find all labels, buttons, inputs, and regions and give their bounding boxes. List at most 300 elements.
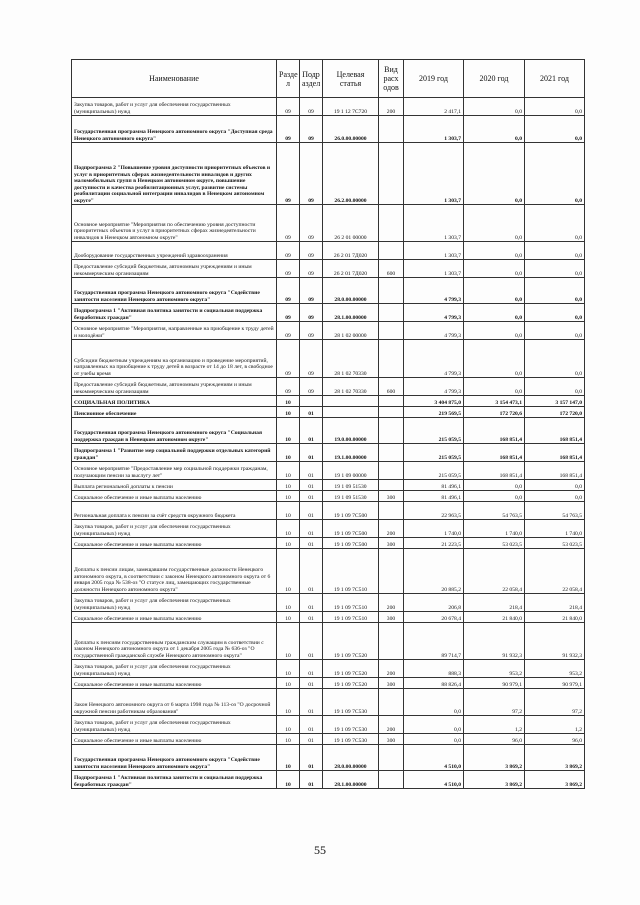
table-cell-podrazdel: 09 [300,340,323,378]
table-row [72,745,585,771]
table-cell-name: Основное мероприятие "Мероприятия по обеспечению уровня доступности приоритетных объектов и услуг в приоритетных сферах жизнедеятельности инвалидов в Ненецком автономном округе" [72,205,277,242]
table-cell-2021: 0,0 [525,278,585,304]
table-cell-vid: 300 [379,678,404,689]
table-cell-podrazdel: 01 [300,418,323,444]
table-cell-2021: 168 851,4 [525,462,585,480]
table-cell-vid [379,242,404,260]
table-cell-podrazdel: 09 [300,98,323,116]
table-cell-2020: 0,0 [464,242,525,260]
table-cell-2020: 0,0 [464,143,525,205]
table-cell-razdel: 10 [277,594,300,612]
table-cell-name: Закупка товаров, работ и услуг для обеспечения государственных (муниципальных) нужд [72,520,277,538]
table-cell-2019: 215 059,5 [404,462,464,480]
table-cell-2020: 54 763,5 [464,502,525,520]
table-cell-2020: 96,0 [464,734,525,745]
table-cell-vid [379,407,404,418]
table-cell-target: 19 1 09 7С520 [323,623,379,660]
table-cell-2019: 4 799,3 [404,322,464,340]
table-cell-2020: 0,0 [464,116,525,143]
table-cell-vid: 200 [379,98,404,116]
table-cell-podrazdel: 01 [300,612,323,623]
table-body [72,98,585,789]
table-cell-podrazdel: 01 [300,660,323,678]
table-cell-podrazdel: 09 [300,304,323,322]
table-cell-podrazdel: 01 [300,689,323,716]
table-cell-name: Подпрограмма 2 "Повышение уровня доступности приоритетных объектов и услуг в приоритетных сферах жизнедеятельности инвалидов и других маломобильных групп в Ненецком автономном округе, повышение доступности и качества реабилитационных услуг, развитие системы реабилитации социальной интеграции инвалидов в Ненецком автономном округе" [72,143,277,205]
table-cell-target: 19 1 09 7С520 [323,660,379,678]
table-cell-podrazdel: 01 [300,549,323,594]
table-row [72,771,585,789]
table-cell-razdel: 10 [277,771,300,789]
table-cell-2019: 81 496,1 [404,491,464,502]
table-row [72,304,585,322]
table-cell-2020: 0,0 [464,98,525,116]
table-cell-vid [379,462,404,480]
table-cell-2019: 22 963,5 [404,502,464,520]
table-cell-razdel: 09 [277,304,300,322]
table-cell-2020: 3 869,2 [464,771,525,789]
table-row [72,594,585,612]
table-cell-podrazdel: 01 [300,538,323,549]
table-cell-vid [379,480,404,491]
table-cell-podrazdel: 01 [300,716,323,734]
table-row [72,143,585,205]
table-cell-name: Доплаты к пенсиям государственным гражданским служащим в соответствии с законом Ненецкого автономного округа от 1 декабря 2005 года № 636-оз "О государственной гражданской службе Ненецкого автономного округа" [72,623,277,660]
table-cell-name: СОЦИАЛЬНАЯ ПОЛИТИКА [72,396,277,407]
table-cell-vid [379,502,404,520]
table-cell-vid [379,771,404,789]
table-cell-target: 19 1 09 7С510 [323,594,379,612]
table-cell-2021: 0,0 [525,491,585,502]
table-row [72,502,585,520]
table-cell-name: Социальное обеспечение и иные выплаты населению [72,612,277,623]
table-cell-2020: 168 851,4 [464,462,525,480]
table-cell-2019: 888,3 [404,660,464,678]
table-cell-name: Государственная программа Ненецкого автономного округа "Содействие занятости населения Ненецкого автономного округа" [72,278,277,304]
table-cell-razdel: 10 [277,716,300,734]
table-cell-razdel: 10 [277,734,300,745]
header-2020: 2020 год [464,60,525,98]
table-cell-podrazdel: 01 [300,407,323,418]
table-cell-podrazdel: 01 [300,594,323,612]
table-cell-target: 19.1.00.00000 [323,444,379,462]
table-cell-name: Закупка товаров, работ и услуг для обеспечения государственных (муниципальных) нужд [72,594,277,612]
table-cell-2019: 215 059,5 [404,418,464,444]
table-cell-2020: 91 932,3 [464,623,525,660]
table-cell-podrazdel: 09 [300,143,323,205]
table-cell-name: Социальное обеспечение и иные выплаты населению [72,734,277,745]
table-cell-razdel: 10 [277,689,300,716]
table-cell-podrazdel: 01 [300,745,323,771]
table-cell-razdel: 10 [277,444,300,462]
table-cell-2019: 81 496,1 [404,480,464,491]
table-cell-name: Субсидии бюджетным учреждениям на организацию и проведение мероприятий, направленных на приобщение к труду детей в возрасте от 14 до 18 лет, в свободное от учебы время [72,340,277,378]
table-cell-2021: 21 840,0 [525,612,585,623]
table-cell-2020: 168 851,4 [464,444,525,462]
table-cell-razdel: 10 [277,520,300,538]
table-row [72,116,585,143]
table-cell-2019: 1 303,7 [404,116,464,143]
table-cell-2021: 0,0 [525,260,585,278]
table-cell-target: 19 1 09 7С530 [323,689,379,716]
table-cell-target: 19 1 09 51530 [323,491,379,502]
table-cell-target: 28.0.00.00000 [323,278,379,304]
table-row [72,678,585,689]
table-cell-target: 19.0.00.00000 [323,418,379,444]
table-cell-razdel: 10 [277,396,300,407]
table-cell-2021: 97,2 [525,689,585,716]
table-row [72,480,585,491]
table-cell-2020: 90 979,1 [464,678,525,689]
table-header-row [72,60,585,98]
page-number: 55 [314,843,326,857]
table-cell-target: 19 1 09 7С510 [323,612,379,623]
table-cell-2020: 0,0 [464,322,525,340]
table-cell-target [323,407,379,418]
table-cell-name: Подпрограмма 1 "Активная политика занятости и социальная поддержка безработных граждан" [72,304,277,322]
table-cell-name: Социальное обеспечение и иные выплаты населению [72,678,277,689]
table-cell-name: Предоставление субсидий бюджетным, автономным учреждениям и иным некоммерческим организациям [72,378,277,396]
table-cell-2019: 219 569,5 [404,407,464,418]
table-cell-razdel: 09 [277,278,300,304]
table-cell-2021: 1 740,0 [525,520,585,538]
table-row [72,538,585,549]
table-cell-razdel: 10 [277,407,300,418]
table-cell-2019: 20 678,4 [404,612,464,623]
table-cell-2021: 0,0 [525,143,585,205]
table-cell-target: 19 1 12 7С720 [323,98,379,116]
table-row [72,205,585,242]
table-cell-razdel: 10 [277,538,300,549]
table-cell-podrazdel: 09 [300,205,323,242]
table-cell-razdel: 09 [277,205,300,242]
table-cell-razdel: 10 [277,418,300,444]
table-cell-razdel: 09 [277,98,300,116]
table-cell-razdel: 10 [277,745,300,771]
table-cell-vid [379,205,404,242]
table-cell-vid: 200 [379,594,404,612]
table-cell-2019: 1 303,7 [404,242,464,260]
table-cell-target: 19 1 09 7С530 [323,734,379,745]
table-row [72,716,585,734]
table-cell-2021: 0,0 [525,322,585,340]
table-cell-vid: 200 [379,716,404,734]
table-cell-2020: 0,0 [464,491,525,502]
table-cell-razdel: 10 [277,612,300,623]
table-cell-2019: 215 059,5 [404,444,464,462]
table-cell-vid [379,340,404,378]
table-cell-2021: 0,0 [525,378,585,396]
table-cell-razdel: 10 [277,462,300,480]
table-row [72,242,585,260]
table-cell-vid [379,116,404,143]
header-razdel: Разде л [277,60,300,98]
table-cell-2020: 3 869,2 [464,745,525,771]
table-cell-2021: 0,0 [525,116,585,143]
table-cell-2019: 4 510,0 [404,771,464,789]
table-cell-2019: 0,0 [404,716,464,734]
table-cell-podrazdel: 09 [300,278,323,304]
table-cell-target: 19 1 09 7С530 [323,716,379,734]
budget-table [71,59,585,789]
table-cell-2021: 0,0 [525,205,585,242]
table-row [72,612,585,623]
table-cell-2019: 4 799,3 [404,340,464,378]
table-cell-2021: 1,2 [525,716,585,734]
table-cell-name: Основное мероприятие "Мероприятия, направленные на приобщение к труду детей и молодёжи" [72,322,277,340]
table-cell-name: Социальное обеспечение и иные выплаты населению [72,491,277,502]
table-cell-name: Государственная программа Ненецкого автономного округа "Доступная среда Ненецкого автономного округа" [72,116,277,143]
table-cell-vid: 600 [379,378,404,396]
table-cell-vid [379,623,404,660]
table-row [72,378,585,396]
table-row [72,444,585,462]
table-cell-2021: 0,0 [525,98,585,116]
table-cell-razdel: 09 [277,322,300,340]
table-cell-name: Региональная доплата к пенсии за счёт средств окружного бюджета [72,502,277,520]
table-cell-2019: 4 799,3 [404,378,464,396]
table-cell-name: Государственная программа Ненецкого автономного округа "Содействие занятости населения Ненецкого автономного округа" [72,745,277,771]
table-cell-2020: 21 840,0 [464,612,525,623]
table-cell-name: Подпрограмма 1 "Активная политика занятости и социальная поддержка безработных граждан" [72,771,277,789]
table-row [72,549,585,594]
header-2019: 2019 год [404,60,464,98]
table-cell-vid [379,304,404,322]
table-cell-2021: 54 763,5 [525,502,585,520]
table-cell-podrazdel: 01 [300,678,323,689]
table-cell-razdel: 10 [277,502,300,520]
table-cell-vid [379,549,404,594]
table-cell-2020: 3 154 473,1 [464,396,525,407]
table-cell-target: 19 1 09 7С520 [323,678,379,689]
table-cell-vid [379,745,404,771]
table-cell-podrazdel: 01 [300,520,323,538]
table-cell-razdel: 09 [277,116,300,143]
table-cell-razdel: 09 [277,143,300,205]
table-cell-vid: 200 [379,660,404,678]
table-cell-2021: 3 869,2 [525,771,585,789]
table-cell-podrazdel: 01 [300,771,323,789]
table-cell-2021: 0,0 [525,340,585,378]
table-row [72,660,585,678]
table-cell-2020: 1 740,0 [464,520,525,538]
table-cell-podrazdel: 01 [300,462,323,480]
table-row [72,407,585,418]
table-cell-target: 19 1 09 00000 [323,462,379,480]
table-cell-target: 28.1.00.00000 [323,771,379,789]
table-cell-target: 19 1 09 51530 [323,480,379,491]
table-cell-2019: 21 223,5 [404,538,464,549]
table-cell-vid: 300 [379,538,404,549]
table-cell-2020: 0,0 [464,278,525,304]
table-cell-razdel: 10 [277,491,300,502]
table-cell-vid [379,396,404,407]
table-cell-vid: 300 [379,612,404,623]
table-cell-2021: 91 932,3 [525,623,585,660]
table-cell-podrazdel: 01 [300,444,323,462]
table-cell-2019: 89 714,7 [404,623,464,660]
table-cell-vid [379,278,404,304]
table-cell-name: Подпрограмма 1 "Развитие мер социальной поддержки отдельных категорий граждан" [72,444,277,462]
table-row [72,734,585,745]
table-row [72,278,585,304]
header-vid: Вид расх одов [379,60,404,98]
table-cell-2019: 4 799,3 [404,304,464,322]
table-cell-2021: 3 157 147,0 [525,396,585,407]
table-cell-name: Закупка товаров, работ и услуг для обеспечения государственных (муниципальных) нужд [72,98,277,116]
table-row [72,396,585,407]
table-cell-vid [379,322,404,340]
table-cell-2019: 3 404 875,0 [404,396,464,407]
table-cell-name: Выплата региональной доплаты к пенсии [72,480,277,491]
table-cell-2020: 97,2 [464,689,525,716]
table-cell-2019: 0,0 [404,689,464,716]
table-cell-target: 19 1 09 7С510 [323,549,379,594]
table-row [72,689,585,716]
table-cell-razdel: 10 [277,678,300,689]
table-cell-vid: 300 [379,491,404,502]
table-cell-name: Доплаты к пенсии лицам, замещавшим государственные должности Ненецкого автономного округа, в соответствии с законом Ненецкого автономного округа от 6 января 2005 года № 538-оз "О статусе лиц, замещающих государственные должности Ненецкого автономного округа" [72,549,277,594]
table-cell-2019: 0,0 [404,734,464,745]
header-podrazdel: Подр аздел [300,60,323,98]
table-row [72,98,585,116]
table-cell-vid [379,418,404,444]
table-cell-2020: 218,4 [464,594,525,612]
table-cell-2020: 1,2 [464,716,525,734]
table-cell-2020: 53 023,5 [464,538,525,549]
table-cell-razdel: 09 [277,260,300,278]
table-cell-name: Пенсионное обеспечение [72,407,277,418]
table-cell-podrazdel: 01 [300,623,323,660]
table-cell-2021: 53 023,5 [525,538,585,549]
table-cell-target: 26.2.00.00000 [323,143,379,205]
table-cell-2021: 0,0 [525,480,585,491]
table-cell-razdel: 10 [277,480,300,491]
table-cell-target: 26.0.00.00000 [323,116,379,143]
table-cell-target: 26 2 01 00000 [323,205,379,242]
table-cell-2020: 953,2 [464,660,525,678]
table-row [72,520,585,538]
table-cell-vid: 600 [379,260,404,278]
table-cell-razdel: 09 [277,242,300,260]
table-cell-target: 26 2 01 7Д020 [323,260,379,278]
table-cell-2021: 0,0 [525,242,585,260]
table-cell-vid [379,689,404,716]
table-cell-podrazdel: 09 [300,260,323,278]
table-cell-2021: 96,0 [525,734,585,745]
table-cell-target: 26 2 01 7Д020 [323,242,379,260]
table-cell-name: Социальное обеспечение и иные выплаты населению [72,538,277,549]
table-cell-razdel: 10 [277,660,300,678]
table-row [72,340,585,378]
table-cell-razdel: 10 [277,549,300,594]
table-cell-2021: 3 869,2 [525,745,585,771]
table-cell-vid [379,143,404,205]
table-cell-2021: 90 979,1 [525,678,585,689]
table-cell-target: 19 1 09 7С500 [323,502,379,520]
table-cell-name: Государственная программа Ненецкого автономного округа "Социальная поддержка граждан в Ненецком автономном округе" [72,418,277,444]
table-cell-target: 19 1 09 7С500 [323,520,379,538]
table-cell-2019: 1 303,7 [404,205,464,242]
table-cell-2019: 206,8 [404,594,464,612]
table-cell-razdel: 09 [277,340,300,378]
table-cell-2021: 168 851,4 [525,418,585,444]
table-cell-target: 28 1 02 00000 [323,322,379,340]
table-cell-2019: 4 799,3 [404,278,464,304]
table-cell-vid [379,444,404,462]
table-cell-2021: 0,0 [525,304,585,322]
table-row [72,491,585,502]
table-cell-target: 28 1 02 70330 [323,378,379,396]
table-cell-target [323,396,379,407]
table-cell-2020: 0,0 [464,480,525,491]
table-cell-2020: 172 720,6 [464,407,525,418]
table-cell-name: Закон Ненецкого автономного округа от 6 марта 1998 года № 113-оз "О досрочной окружной пенсии работникам образования" [72,689,277,716]
table-cell-2020: 0,0 [464,378,525,396]
table-cell-2020: 0,0 [464,304,525,322]
table-cell-podrazdel [300,396,323,407]
table-cell-name: Дооборудование государственных учреждений здравоохранения [72,242,277,260]
table-cell-2019: 2 417,1 [404,98,464,116]
table-cell-2020: 0,0 [464,260,525,278]
table-cell-2021: 172 720,0 [525,407,585,418]
table-row [72,418,585,444]
table-cell-2021: 218,4 [525,594,585,612]
table-cell-podrazdel: 01 [300,502,323,520]
table-cell-2020: 0,0 [464,205,525,242]
table-cell-podrazdel: 09 [300,242,323,260]
table-cell-podrazdel: 09 [300,116,323,143]
table-cell-podrazdel: 09 [300,322,323,340]
table-cell-podrazdel: 01 [300,480,323,491]
table-cell-2021: 953,2 [525,660,585,678]
table-cell-name: Основное мероприятие "Предоставление мер социальной поддержки гражданам, получающим пенсии за выслугу лет" [72,462,277,480]
table-cell-podrazdel: 01 [300,491,323,502]
table-cell-target: 28.1.00.00000 [323,304,379,322]
table-cell-2021: 22 058,4 [525,549,585,594]
table-cell-target: 19 1 09 7С500 [323,538,379,549]
table-cell-razdel: 10 [277,623,300,660]
table-cell-2021: 168 851,4 [525,444,585,462]
table-cell-target: 28.0.00.00000 [323,745,379,771]
table-cell-razdel: 09 [277,378,300,396]
table-cell-2019: 4 510,0 [404,745,464,771]
table-cell-2019: 20 885,2 [404,549,464,594]
table-row [72,260,585,278]
table-cell-2020: 22 058,4 [464,549,525,594]
table-cell-2019: 1 303,7 [404,260,464,278]
table-cell-name: Закупка товаров, работ и услуг для обеспечения государственных (муниципальных) нужд [72,716,277,734]
table-cell-2020: 168 851,4 [464,418,525,444]
table-row [72,322,585,340]
table-cell-2019: 88 826,4 [404,678,464,689]
table-cell-2019: 1 740,0 [404,520,464,538]
header-2021: 2021 год [525,60,585,98]
table-cell-name: Предоставление субсидий бюджетным, автономным учреждениям и иным некоммерческим организациям [72,260,277,278]
table-cell-2019: 1 303,7 [404,143,464,205]
table-cell-2020: 0,0 [464,340,525,378]
table-cell-target: 28 1 02 70330 [323,340,379,378]
table-row [72,623,585,660]
table-cell-name: Закупка товаров, работ и услуг для обеспечения государственных (муниципальных) нужд [72,660,277,678]
header-name: Наименование [72,60,277,98]
table-row [72,462,585,480]
table-cell-vid: 200 [379,520,404,538]
table-cell-vid: 300 [379,734,404,745]
table-cell-podrazdel: 01 [300,734,323,745]
header-target: Целевая статья [323,60,379,98]
table-cell-podrazdel: 09 [300,378,323,396]
